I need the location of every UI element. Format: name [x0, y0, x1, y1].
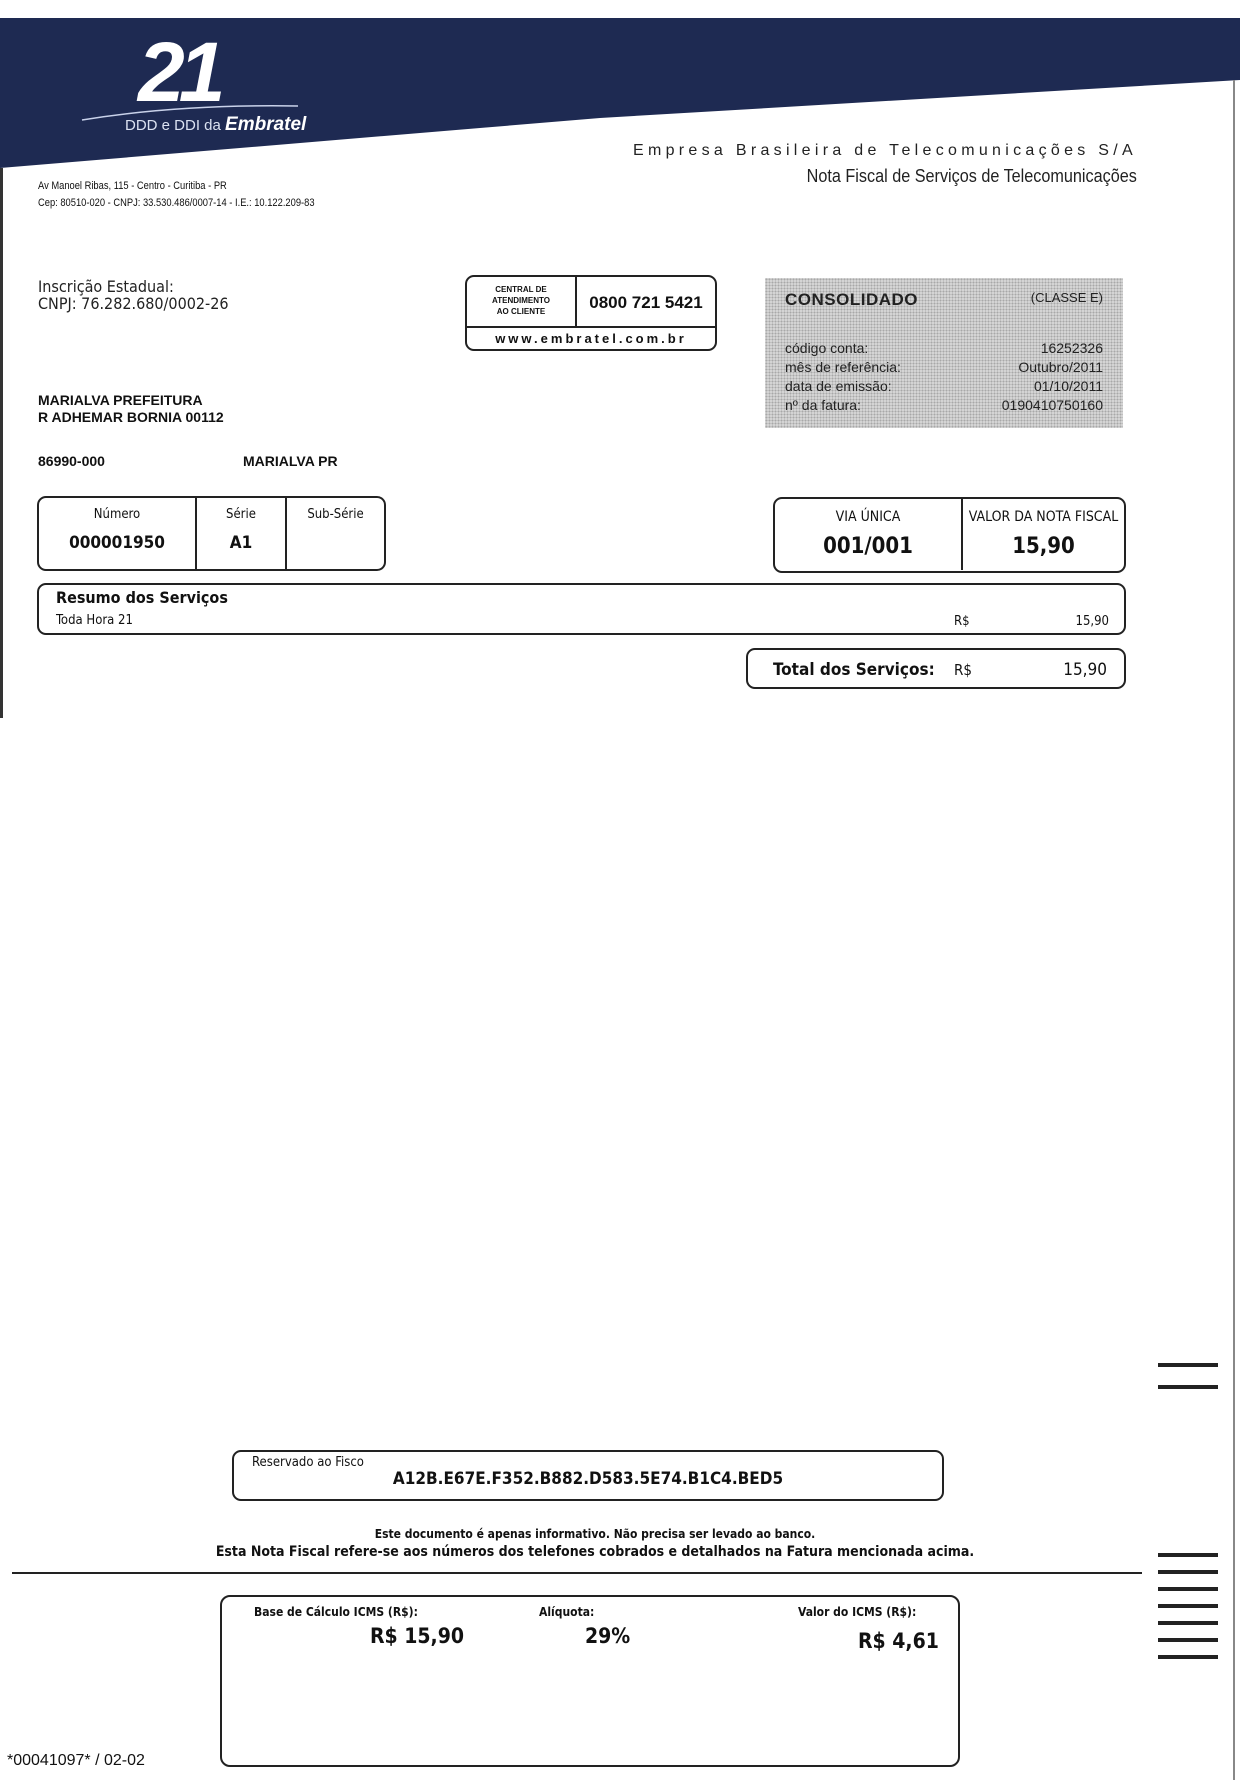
via-number: 001/001: [823, 534, 913, 559]
scan-mark: [1158, 1655, 1218, 1659]
invoice-serie: A1: [229, 533, 253, 553]
scan-mark: [1158, 1638, 1218, 1642]
scan-edge: [1233, 80, 1235, 1780]
invoice-number: 000001950: [69, 533, 165, 553]
icms-value-label: Valor do ICMS (R$):: [798, 1605, 917, 1619]
footer-code: *00041097* / 02-02: [7, 1752, 145, 1769]
reference-month-row: mês de referência: Outubro/2011: [785, 359, 1103, 375]
services-summary-box: [37, 583, 1126, 635]
inscricao-estadual: Inscrição Estadual:: [38, 277, 174, 296]
informative-note: Este documento é apenas informativo. Não precisa ser levado ao banco.: [374, 1527, 816, 1541]
customer-service-phone: 0800 721 5421: [589, 293, 703, 312]
invoice-number-row: nº da fatura: 0190410750160: [785, 397, 1103, 413]
valor-cell: VALOR DA NOTA FISCAL 15,90: [961, 499, 1124, 570]
icms-base-value: R$ 15,90: [370, 1624, 465, 1648]
account-summary-box: [765, 278, 1123, 428]
invoice-value-box: [773, 497, 1126, 573]
issue-date-row: data de emissão: 01/10/2011: [785, 378, 1103, 394]
icms-value: R$ 4,61: [858, 1629, 939, 1653]
customer-service-label: CENTRAL DE ATENDIMENTO AO CLIENTE: [467, 277, 577, 328]
fiscal-hash-code: A12B.E67E.F352.B882.D583.5E74.B1C4.BED5: [392, 1469, 784, 1489]
icms-base-label: Base de Cálculo ICMS (R$):: [254, 1605, 418, 1619]
scan-mark: [1158, 1553, 1218, 1557]
scan-mark: [1158, 1604, 1218, 1608]
website-link[interactable]: www.embratel.com.br: [495, 331, 687, 346]
divider: [12, 1572, 1142, 1574]
service-item-name: Toda Hora 21: [56, 613, 133, 628]
consolidado-title: CONSOLIDADO: [785, 290, 918, 309]
account-code-row: código conta: 16252326: [785, 340, 1103, 356]
issuer-registration: Cep: 80510-020 - CNPJ: 33.530.486/0007-14 - I.E.: 10.122.209-83: [38, 197, 315, 209]
services-total-label: Total dos Serviços:: [773, 660, 935, 680]
logo-number: 21: [138, 25, 220, 119]
serie-cell: Série A1: [195, 498, 285, 569]
scan-mark: [1158, 1570, 1218, 1574]
numero-cell: Número 000001950: [39, 498, 195, 569]
fiscal-reserved-box: [232, 1450, 944, 1501]
via-cell: VIA ÚNICA 001/001: [775, 499, 961, 570]
customer-service-box: [465, 275, 717, 351]
scan-mark: [1158, 1363, 1218, 1367]
consolidado-class: (CLASSE E): [1030, 290, 1103, 305]
logo-tagline: DDD e DDI da Embratel: [125, 114, 307, 135]
customer-city: MARIALVA PR: [243, 453, 338, 469]
scan-mark: [1158, 1587, 1218, 1591]
customer-cnpj: CNPJ: 76.282.680/0002-26: [38, 294, 229, 313]
services-total-value: 15,90: [1063, 660, 1107, 680]
subserie-cell: Sub-Série: [285, 498, 384, 569]
icms-box: [220, 1595, 960, 1767]
aliquota-label: Alíquota:: [539, 1605, 595, 1619]
issuer-address: Av Manoel Ribas, 115 - Centro - Curitiba - PR: [38, 180, 227, 192]
logo-brand: Embratel: [225, 114, 307, 135]
invoice-value: 15,90: [1012, 534, 1075, 559]
company-name: Empresa Brasileira de Telecomunicações S/A: [632, 142, 1137, 159]
scan-mark: [1158, 1621, 1218, 1625]
invoice-reference-note: Esta Nota Fiscal refere-se aos números dos telefones cobrados e detalhados na Fatura mencionada acima.: [215, 1544, 975, 1560]
invoice-number-box: [37, 496, 386, 571]
service-item-value: 15,90: [1075, 614, 1109, 629]
document-title: Nota Fiscal de Serviços de Telecomunicações: [806, 166, 1137, 186]
aliquota-value: 29%: [585, 1624, 631, 1648]
scan-mark: [1158, 1385, 1218, 1389]
scan-edge: [0, 168, 3, 718]
customer-cep: 86990-000: [38, 453, 105, 469]
customer-street: R ADHEMAR BORNIA 00112: [38, 409, 224, 425]
services-total-box: [746, 648, 1126, 689]
customer-name: MARIALVA PREFEITURA: [38, 392, 203, 408]
fiscal-reserved-label: Reservado ao Fisco: [252, 1455, 364, 1470]
services-total-currency: R$: [954, 661, 972, 679]
services-summary-title: Resumo dos Serviços: [56, 588, 228, 607]
service-item-currency: R$: [954, 614, 970, 629]
